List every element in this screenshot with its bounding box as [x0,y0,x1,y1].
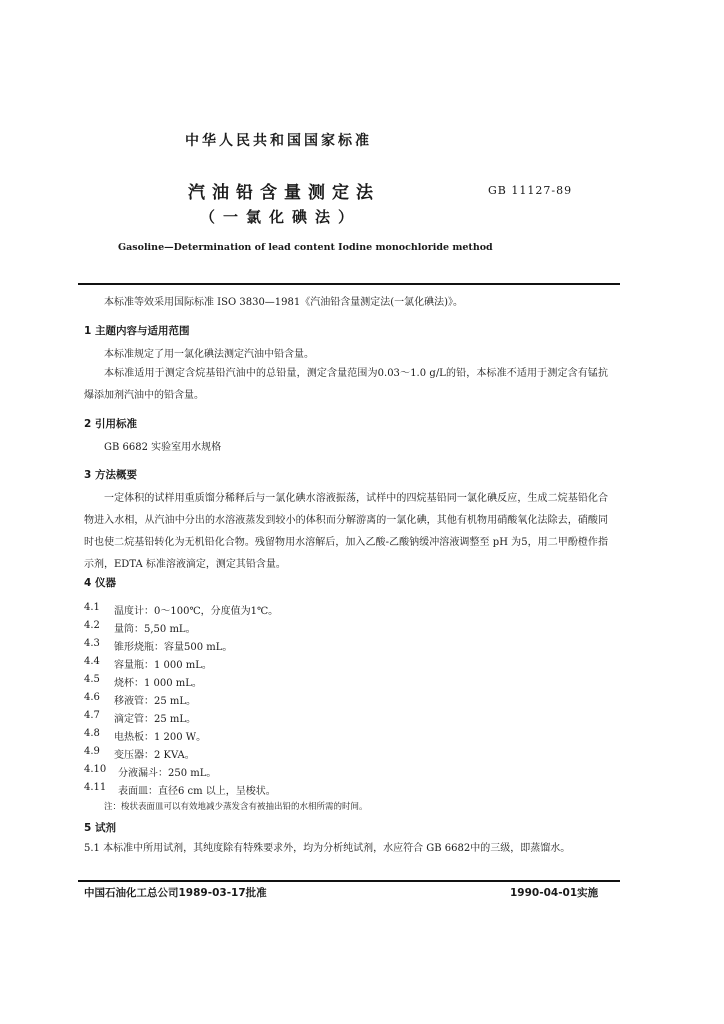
effective-date: 1990-04-01实施 [510,887,599,899]
list-item: 电热板：1 200 W。 [114,732,207,743]
english-title: Gasoline—Determination of lead content Iodine monochloride method [118,242,493,253]
instrument-note: 注：梭状表面皿可以有效地减少蒸发含有被抽出铅的水相所需的时间。 [104,802,368,812]
list-item-number: 4.5 [84,674,100,685]
list-item-number: 4.3 [84,638,100,649]
national-standard-heading: 中华人民共和国国家标准 [185,133,372,149]
section-3-heading: 3 方法概要 [84,469,137,481]
list-item-number: 4.7 [84,710,100,721]
footer-rule [78,880,620,882]
section-2-heading: 2 引用标准 [84,418,137,430]
list-item: 滴定管：25 mL。 [114,714,197,725]
list-item: 表面皿：直径6 cm 以上，呈梭状。 [118,786,276,797]
section-5-paragraph-1: 5.1 本标准中所用试剂，其纯度除有特殊要求外，均为分析纯试剂，水应符合 GB 6682中的三级，即蒸馏水。 [84,843,571,854]
section-1-paragraph-1: 本标准规定了用一氯化碘法测定汽油中铅含量。 [104,349,314,360]
section-5-heading: 5 试剂 [84,822,116,834]
list-item: 温度计：0～100℃，分度值为1℃。 [114,606,279,617]
header-rule [78,283,620,285]
intro-text: 本标准等效采用国际标准 ISO 3830—1981《汽油铅含量测定法(一氯化碘法)》。 [104,297,464,308]
list-item: 容量瓶：1 000 mL。 [114,660,212,671]
list-item: 移液管：25 mL。 [114,696,197,707]
list-item: 分液漏斗：250 mL。 [118,768,217,779]
list-item-number: 4.4 [84,656,100,667]
document-subtitle: （一氯化碘法） [200,208,362,226]
section-1-heading: 1 主题内容与适用范围 [84,325,190,337]
section-1-paragraph-2: 本标准适用于测定含烷基铅汽油中的总铅量，测定含量范围为0.03～1.0 g/L的铅，本标准不适用于测定含有锰抗爆添加剂汽油中的铅含量。 [84,368,608,401]
list-item-number: 4.11 [84,782,107,793]
approval-date: 中国石油化工总公司1989-03-17批准 [84,887,267,899]
list-item: 变压器：2 KVA。 [114,750,195,761]
list-item: 烧杯：1 000 mL。 [114,678,202,689]
standard-code: GB 11127-89 [488,184,573,197]
list-item: 锥形烧瓶：容量500 mL。 [114,642,233,653]
list-item-number: 4.9 [84,746,100,757]
list-item-number: 4.8 [84,728,100,739]
list-item-number: 4.10 [84,764,107,775]
document-title: 汽油铅含量测定法 [188,183,380,203]
list-item-number: 4.2 [84,620,100,631]
section-4-heading: 4 仪器 [84,577,116,589]
list-item-number: 4.1 [84,602,100,613]
list-item-number: 4.6 [84,692,100,703]
section-3-paragraph-1: 一定体积的试样用重质馏分稀释后与一氯化碘水溶液振荡，试样中的四烷基铅同一氯化碘反应，生成二烷基铅化合物进入水相，从汽油中分出的水溶液蒸发到较小的体积而分解游离的一氯化碘，其他有机物用硝酸氧化法除去，硝酸同时也使二烷基铅转化为无机铅化合物。残留物用水溶解后，加入乙酸-乙酸钠缓冲溶液调整至 pH 为5，用二甲酚橙作指示剂，EDTA 标准溶液滴定，测定其铅含量。 [84,493,608,570]
list-item: 量筒：5,50 mL。 [114,624,196,635]
section-2-paragraph-1: GB 6682 实验室用水规格 [104,442,222,453]
